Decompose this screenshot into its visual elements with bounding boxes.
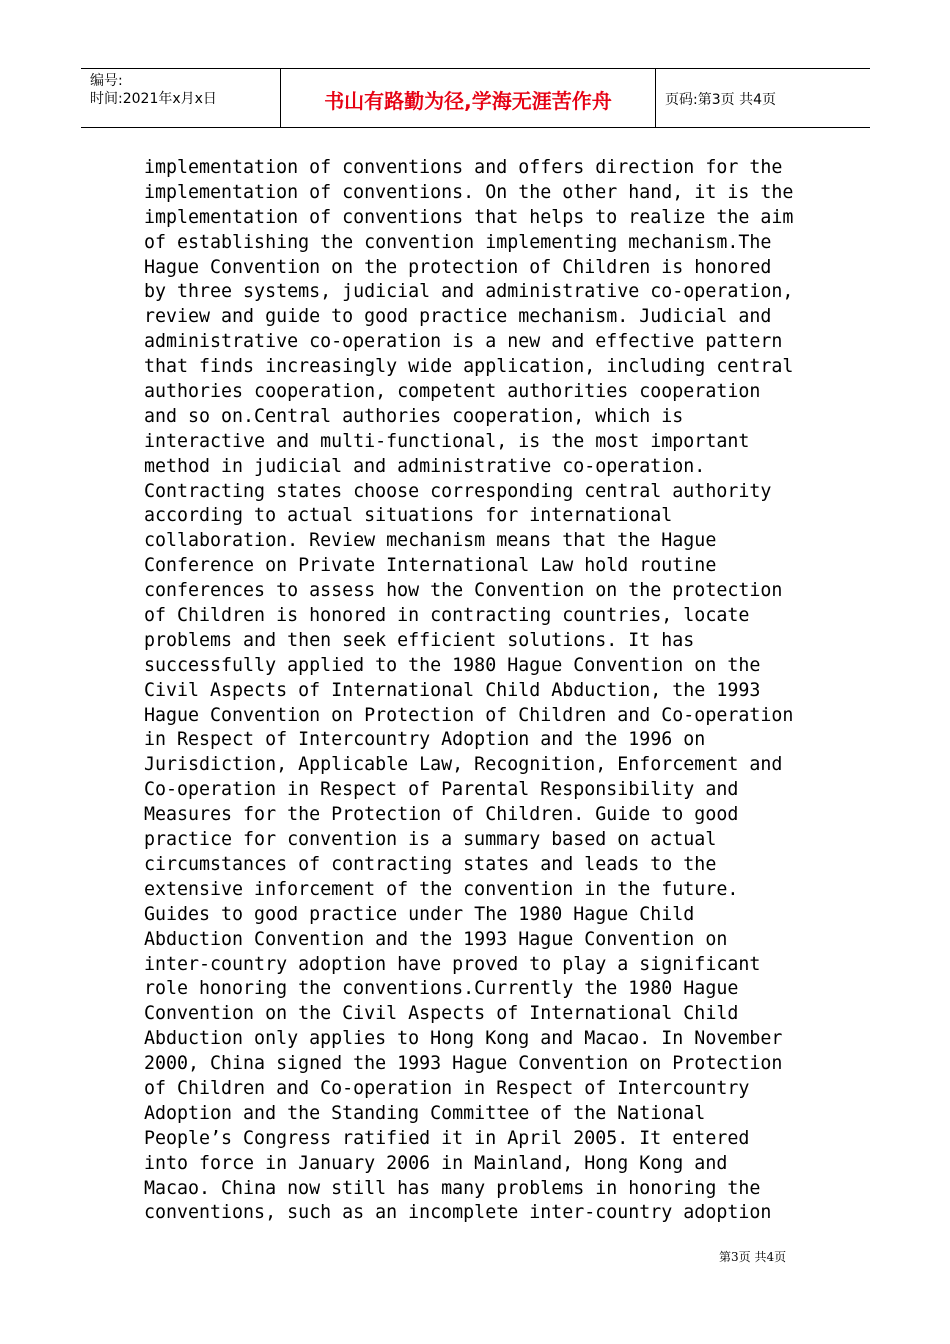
text-line: Convention on the Civil Aspects of International Child	[144, 1003, 739, 1025]
text-line: conferences to assess how the Convention on the protection	[144, 580, 783, 602]
text-line: Jurisdiction, Applicable Law, Recognition, Enforcement and	[144, 754, 783, 776]
text-line: that finds increasingly wide application, including central	[144, 356, 794, 378]
text-line: extensive inforcement of the convention in the future.	[144, 878, 739, 900]
body-text	[144, 156, 824, 1226]
text-line: implementation of conventions and offers direction for the	[144, 157, 783, 178]
text-line: of Children and Co-operation in Respect of Intercountry	[144, 1077, 750, 1099]
text-line: Abduction only applies to Hong Kong and Macao. In November	[144, 1028, 783, 1050]
text-line: People’s Congress ratified it in April 2005. It entered	[144, 1127, 750, 1149]
text-line: conventions, such as an incomplete inter-country adoption	[144, 1202, 772, 1224]
text-line: into force in January 2006 in Mainland, Hong Kong and	[144, 1152, 728, 1174]
header-motto-cell	[281, 69, 656, 127]
text-line: by three systems, judicial and administrative co-operation,	[144, 281, 794, 303]
text-line: Contracting states choose corresponding central authority	[144, 480, 772, 502]
footer-page-number: 第3页 共4页	[719, 1250, 787, 1264]
text-line: review and guide to good practice mechanism. Judicial and	[144, 306, 772, 328]
text-line: practice for convention is a summary based on actual	[144, 829, 717, 851]
text-line: Adoption and the Standing Committee of the National	[144, 1102, 706, 1124]
text-line: Co-operation in Respect of Parental Responsibility and	[144, 779, 739, 801]
text-line: in Respect of Intercountry Adoption and the 1996 on	[144, 729, 706, 751]
text-line: implementation of conventions. On the other hand, it is the	[144, 181, 794, 203]
page-footer	[719, 1248, 786, 1265]
text-line: method in judicial and administrative co-operation.	[144, 455, 706, 477]
text-line: interactive and multi-functional, is the most important	[144, 430, 750, 452]
text-line: Measures for the Protection of Children. Guide to good	[144, 804, 739, 826]
text-line: Hague Convention on the protection of Children is honored	[144, 256, 772, 278]
text-line: according to actual situations for international	[144, 505, 673, 527]
text-line: Macao. China now still has many problems in honoring the	[144, 1177, 761, 1199]
text-line: successfully applied to the 1980 Hague Convention on the	[144, 654, 761, 676]
text-line: circumstances of contracting states and leads to the	[144, 853, 717, 875]
text-line: administrative co-operation is a new and effective pattern	[144, 331, 783, 353]
text-line: role honoring the conventions.Currently the 1980 Hague	[144, 978, 739, 1000]
text-line: authories cooperation, competent authorities cooperation	[144, 381, 761, 403]
text-line: and so on.Central authories cooperation, which is	[144, 405, 684, 427]
time-label: 时间:2021年x月x日	[90, 91, 217, 107]
page-header	[81, 68, 870, 128]
text-line: implementation of conventions that helps to realize the aim	[144, 206, 794, 228]
text-line: Abduction Convention and the 1993 Hague Convention on	[144, 928, 728, 950]
page-code: 页码:第3页 共4页	[665, 91, 776, 108]
text-line: Guides to good practice under The 1980 Hague Child	[144, 903, 695, 925]
text-line: of Children is honored in contracting countries, locate	[144, 605, 750, 627]
text-line: Conference on Private International Law hold routine	[144, 555, 717, 577]
motto-text: 书山有路勤为径,学海无涯苦作舟	[324, 88, 612, 113]
text-line: problems and then seek efficient solutions. It has	[144, 629, 695, 651]
number-label: 编号:	[90, 73, 123, 89]
text-line: Civil Aspects of International Child Abduction, the 1993	[144, 679, 761, 701]
header-page-cell	[656, 69, 870, 127]
text-line: 2000, China signed the 1993 Hague Convention on Protection	[144, 1053, 783, 1075]
text-line: collaboration. Review mechanism means that the Hague	[144, 530, 717, 552]
text-line: inter-country adoption have proved to play a significant	[144, 953, 761, 975]
header-meta-cell	[81, 69, 281, 127]
text-line: of establishing the convention implementing mechanism.The	[144, 231, 772, 253]
text-line: Hague Convention on Protection of Children and Co-operation	[144, 704, 794, 726]
